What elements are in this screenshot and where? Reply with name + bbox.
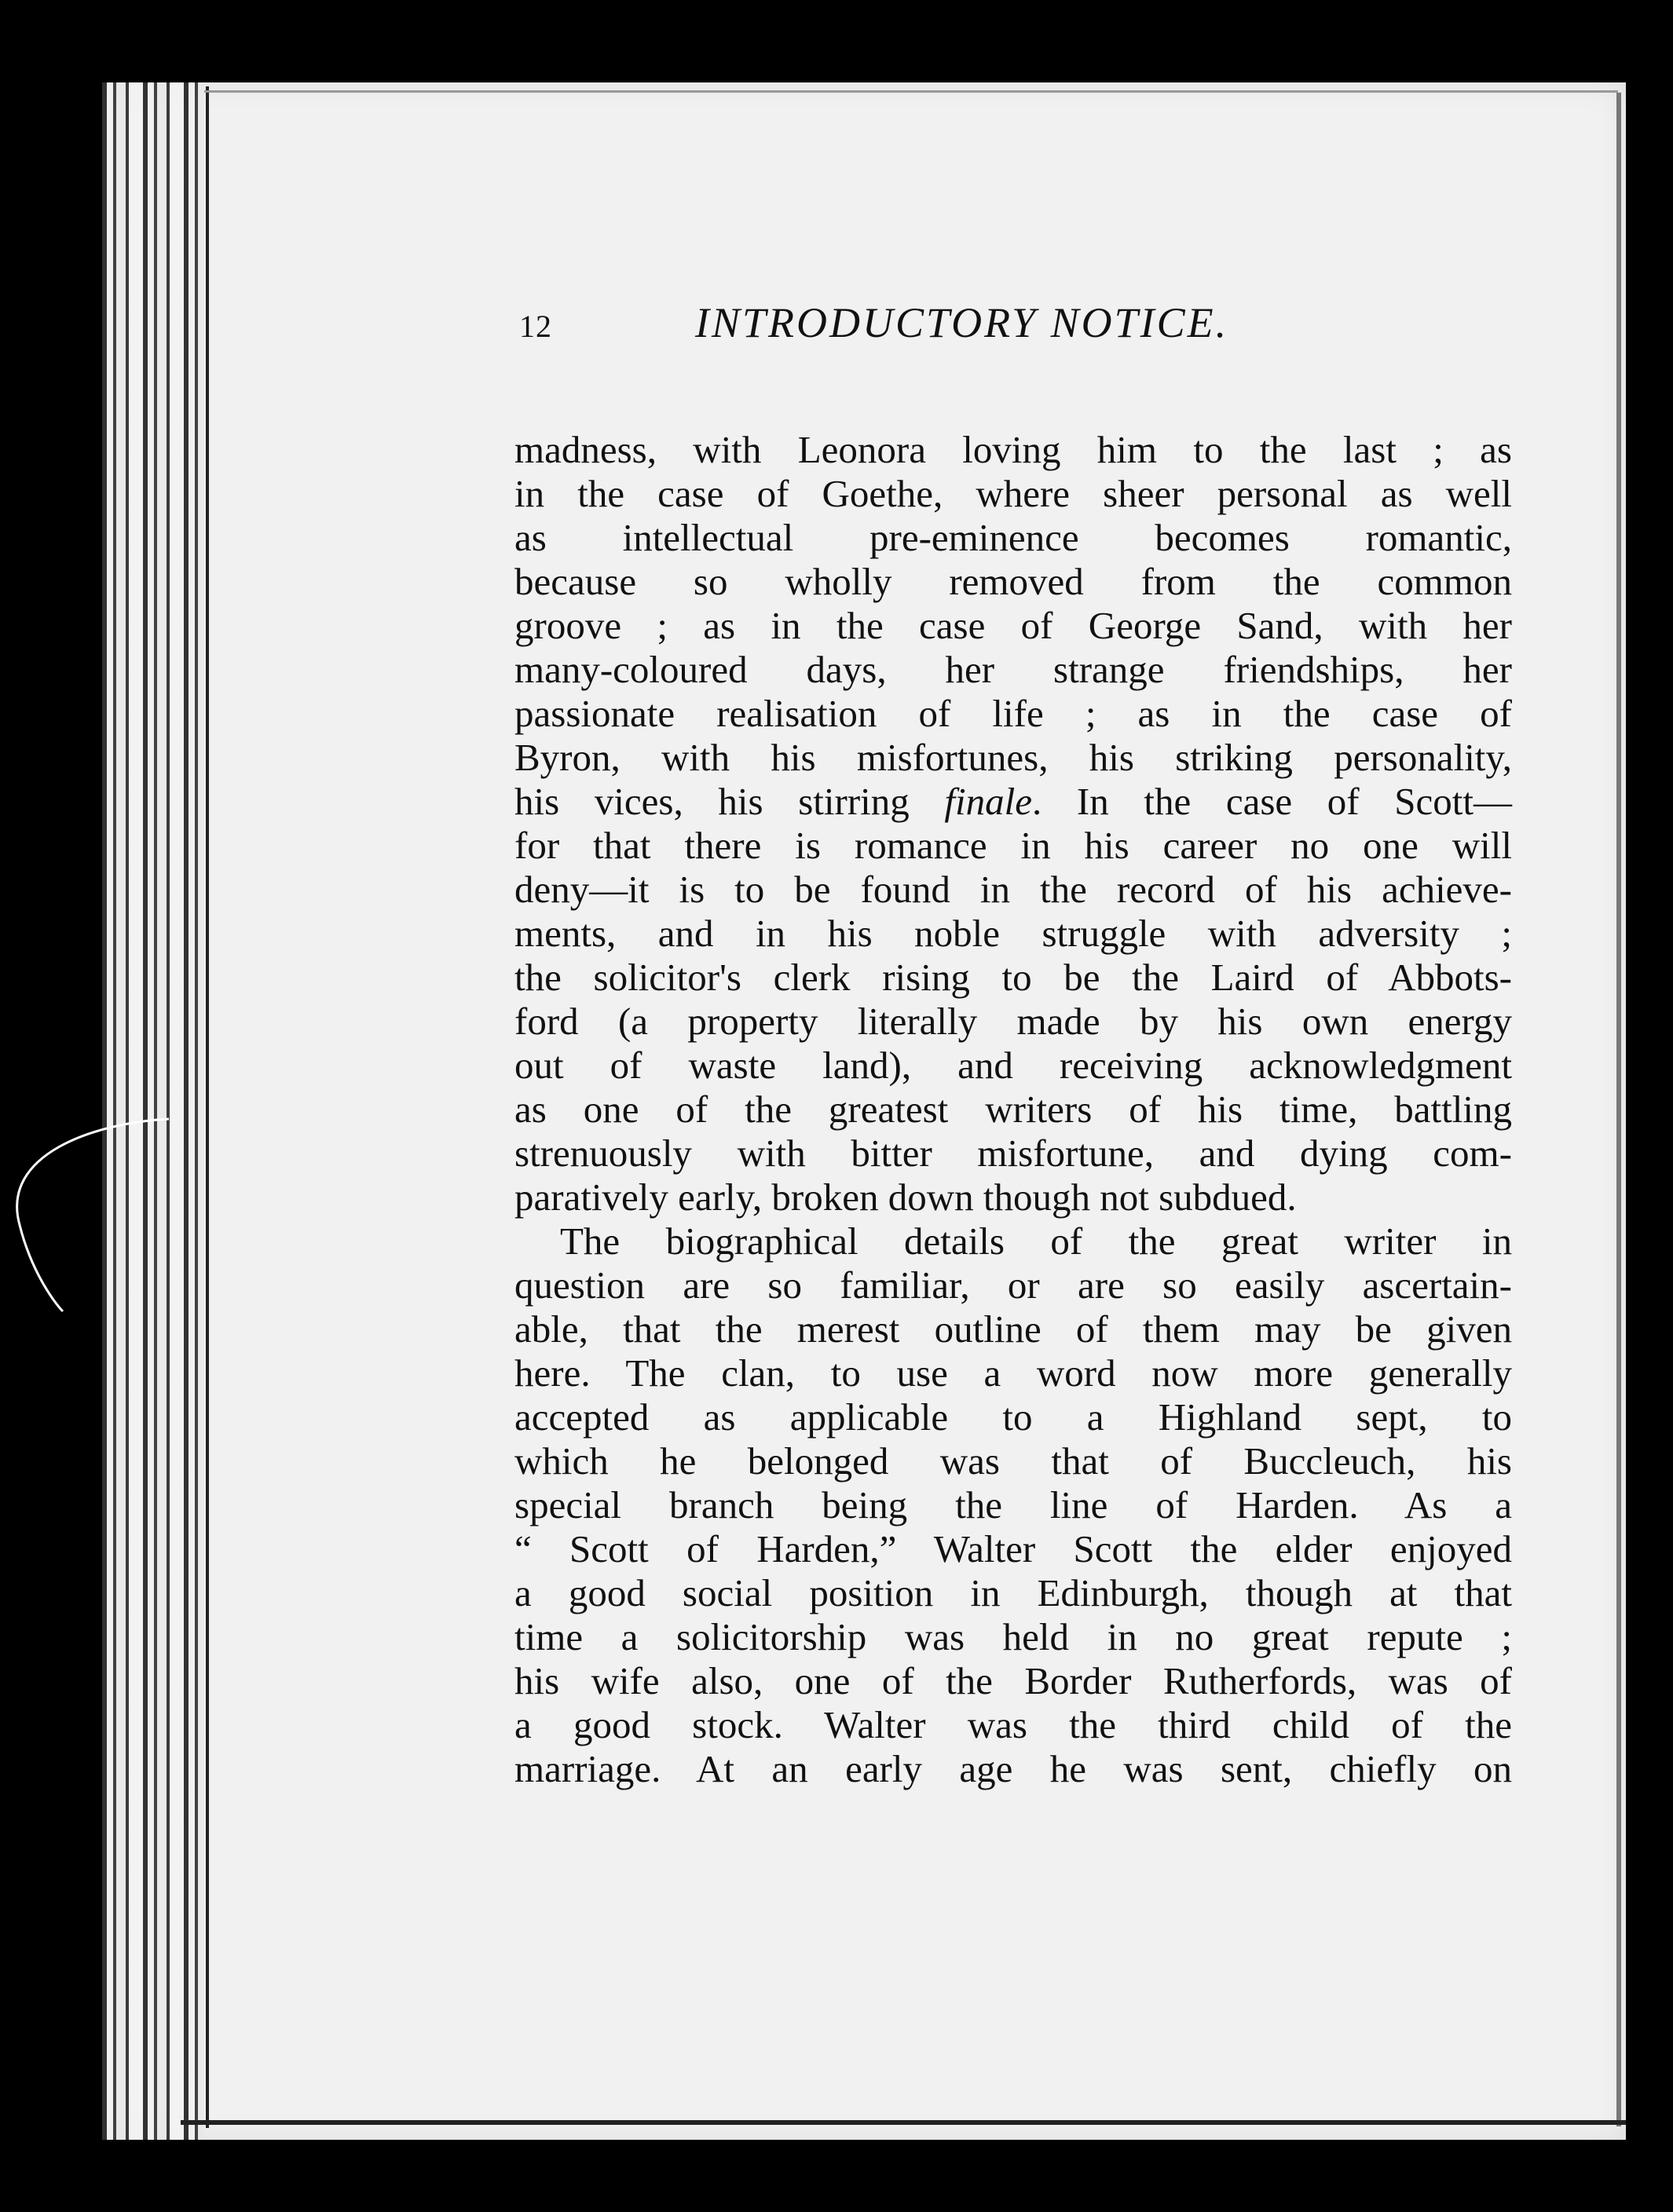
text-line: as one of the greatest writers of his time, battling	[514, 1088, 1512, 1131]
text-line: here. The clan, to use a word now more generally	[514, 1351, 1512, 1395]
text-line: passionate realisation of life ; as in the case of	[514, 692, 1512, 735]
text-line: Byron, with his misfortunes, his striking personality,	[514, 736, 1512, 779]
text-line: accepted as applicable to a Highland sept, to	[514, 1395, 1512, 1439]
text-line: madness, with Leonora loving him to the last ; as	[514, 428, 1512, 471]
text-line: time a solicitorship was held in no great repute ;	[514, 1615, 1512, 1658]
text-line: a good social position in Edinburgh, though at that	[514, 1571, 1512, 1614]
running-title: INTRODUCTORY NOTICE.	[695, 299, 1229, 346]
text-line: as intellectual pre-eminence becomes romantic,	[514, 516, 1512, 559]
text-line: ments, and in his noble struggle with adversity ;	[514, 912, 1512, 955]
text-line: because so wholly removed from the common	[514, 560, 1512, 603]
text-line: groove ; as in the case of George Sand, with her	[514, 604, 1512, 647]
paragraph-2	[514, 1219, 1512, 1791]
text-line: ford (a property literally made by his own energy	[514, 1000, 1512, 1043]
text-line: a good stock. Walter was the third child of the	[514, 1703, 1512, 1746]
text-line: for that there is romance in his career no one will	[514, 824, 1512, 867]
text-line: in the case of Goethe, where sheer personal as well	[514, 472, 1512, 515]
text-line: “ Scott of Harden,” Walter Scott the elder enjoyed	[514, 1527, 1512, 1570]
text-line: the solicitor's clerk rising to be the Laird of Abbots-	[514, 956, 1512, 999]
text-line: The biographical details of the great writer in	[560, 1219, 1512, 1263]
text-line: marriage. At an early age he was sent, chiefly on	[514, 1747, 1512, 1790]
text-line: which he belonged was that of Buccleuch, his	[514, 1439, 1512, 1483]
page-number: 12	[519, 309, 552, 344]
text-line: his vices, his stirring finale. In the case of Scott—	[514, 780, 1512, 823]
text-line: deny—it is to be found in the record of his achieve-	[514, 868, 1512, 911]
text-line: strenuously with bitter misfortune, and dying com-	[514, 1132, 1512, 1175]
page-header	[514, 298, 1335, 353]
body-text	[514, 428, 1512, 1791]
text-line: question are so familiar, or are so easily ascertain-	[514, 1263, 1512, 1307]
text-line: paratively early, broken down though not subdued.	[514, 1175, 1297, 1219]
italic-word: finale	[944, 780, 1032, 823]
text-line: out of waste land), and receiving acknowledgment	[514, 1044, 1512, 1087]
text-line: able, that the merest outline of them may be given	[514, 1307, 1512, 1351]
text-line: his wife also, one of the Border Rutherfords, was of	[514, 1659, 1512, 1702]
text-line: special branch being the line of Harden. As a	[514, 1483, 1512, 1526]
text-line: many-coloured days, her strange friendships, her	[514, 648, 1512, 691]
paragraph-1	[514, 428, 1512, 1219]
